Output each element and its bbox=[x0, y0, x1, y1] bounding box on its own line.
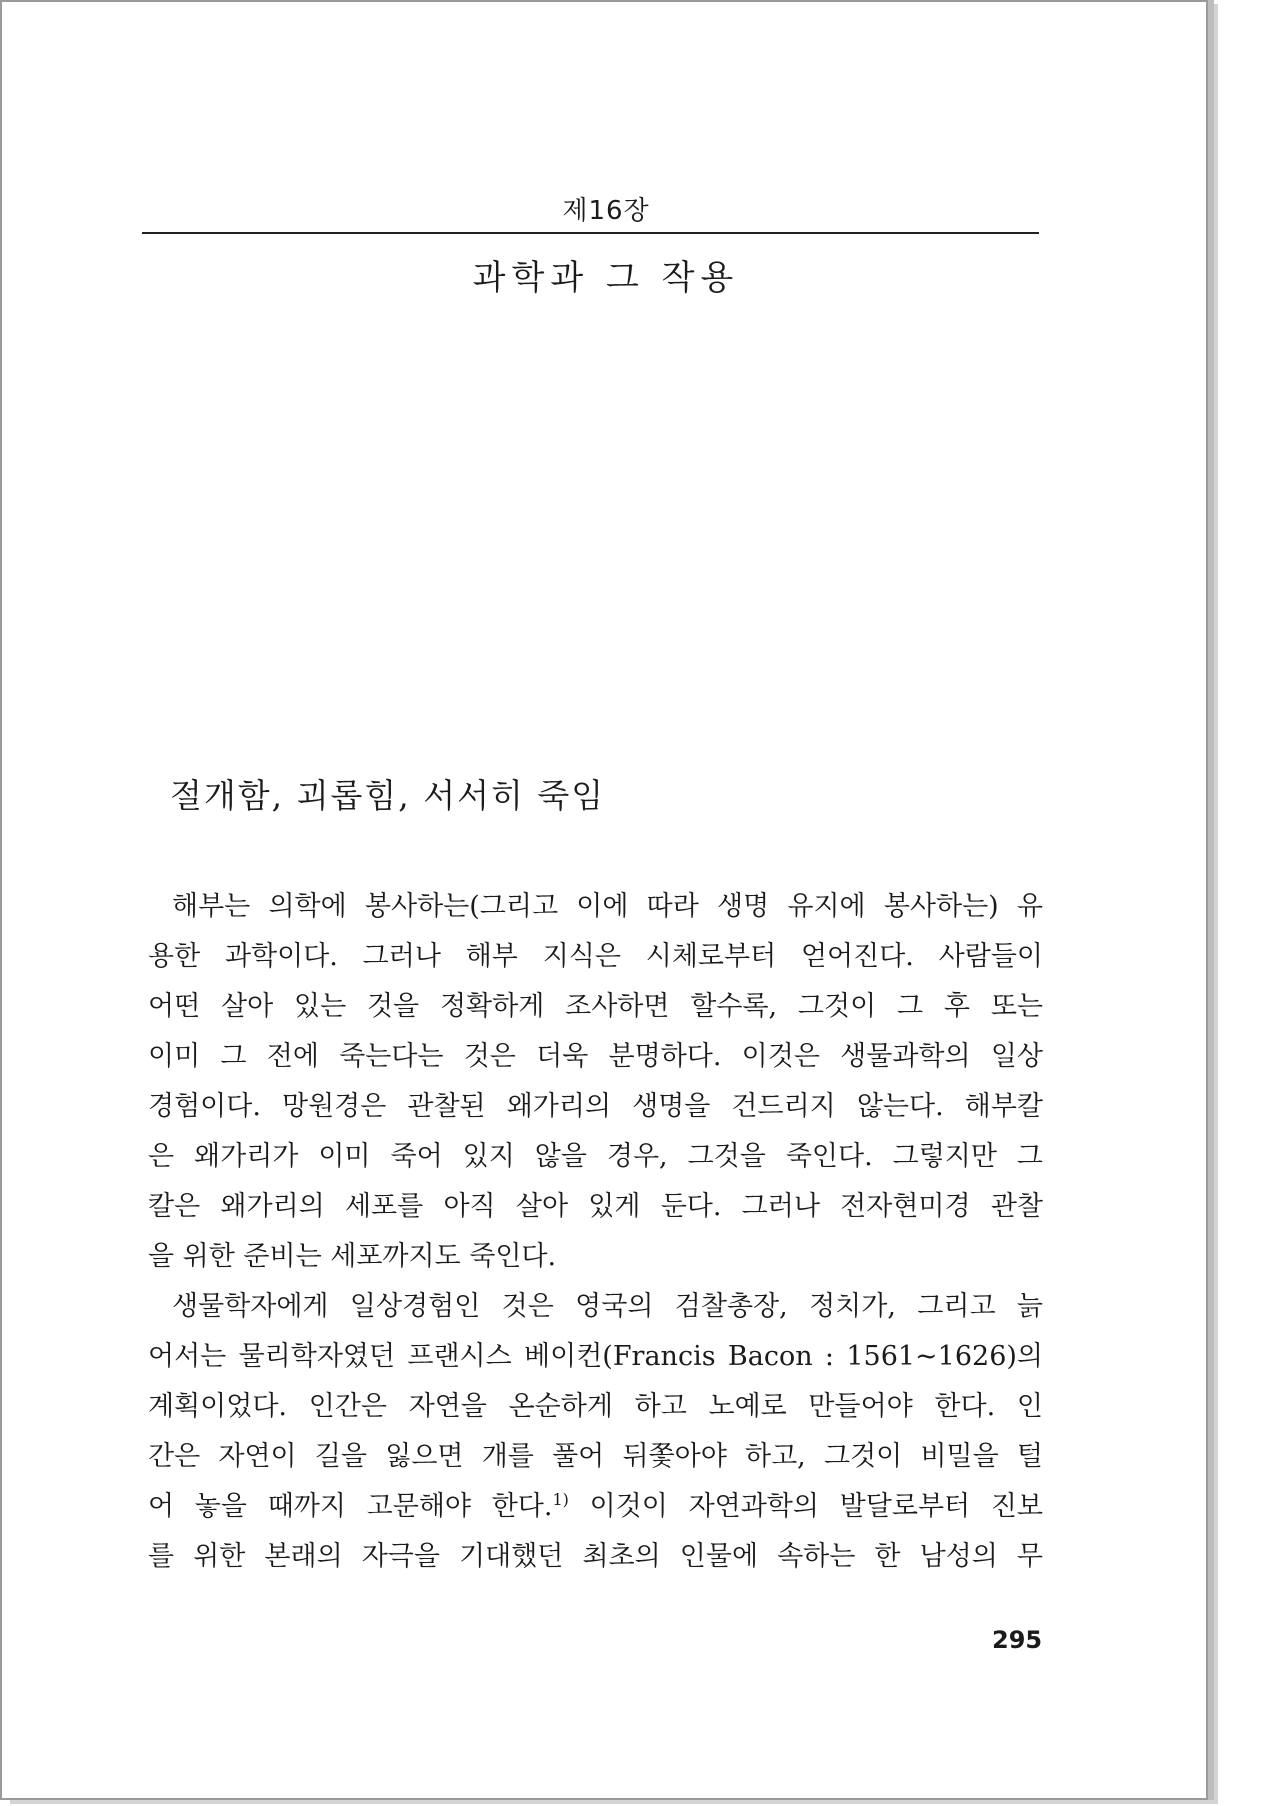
text-line: 생물학자에게 일상경험인 것은 영국의 검찰총장, 정치가, 그리고 늙 bbox=[172, 1291, 1043, 1322]
text-line: 를 위한 본래의 자극을 기대했던 최초의 인물에 속하는 한 남성의 무 bbox=[148, 1541, 1043, 1572]
text-line: 경험이다. 망원경은 관찰된 왜가리의 생명을 건드리지 않는다. 해부칼 bbox=[148, 1091, 1043, 1122]
text-line: 계획이었다. 인간은 자연을 온순하게 하고 노예로 만들어야 한다. 인 bbox=[148, 1391, 1043, 1422]
text-line: 칼은 왜가리의 세포를 아직 살아 있게 둔다. 그러나 전자현미경 관찰 bbox=[148, 1191, 1043, 1222]
text-line: 간은 자연이 길을 잃으면 개를 풀어 뒤쫓아야 하고, 그것이 비밀을 털 bbox=[148, 1441, 1043, 1472]
text-line: 용한 과학이다. 그러나 해부 지식은 시체로부터 얻어진다. 사람들이 bbox=[148, 941, 1043, 972]
text-span: 어 놓을 때까지 고문해야 한다. bbox=[148, 1491, 553, 1522]
text-line bbox=[148, 1482, 1043, 1532]
text-line: 이미 그 전에 죽는다는 것은 더욱 분명하다. 이것은 생물과학의 일상 bbox=[148, 1041, 1043, 1072]
text-line: 은 왜가리가 이미 죽어 있지 않을 경우, 그것을 죽인다. 그렇지만 그 bbox=[148, 1141, 1043, 1172]
text-line: 해부는 의학에 봉사하는(그리고 이에 따라 생명 유지에 봉사하는) 유 bbox=[172, 891, 1043, 922]
text-span: 이것이 자연과학의 발달로부터 진보 bbox=[568, 1491, 1043, 1522]
section-heading: 절개함, 괴롭힘, 서서히 죽임 bbox=[170, 776, 606, 815]
chapter-label: 제16장 bbox=[562, 196, 650, 226]
page-number: 295 bbox=[992, 1626, 1043, 1654]
footnote-marker[interactable]: 1) bbox=[552, 1490, 569, 1509]
text-line: 어떤 살아 있는 것을 정확하게 조사하면 할수록, 그것이 그 후 또는 bbox=[148, 991, 1043, 1022]
text-line: 을 위한 준비는 세포까지도 죽인다. bbox=[148, 1241, 557, 1272]
chapter-title: 과학과 그 작용 bbox=[472, 258, 740, 298]
header-rule bbox=[142, 232, 1039, 234]
text-line: 어서는 물리학자였던 프랜시스 베이컨(Francis Bacon : 1561~1626)의 bbox=[148, 1341, 1043, 1372]
